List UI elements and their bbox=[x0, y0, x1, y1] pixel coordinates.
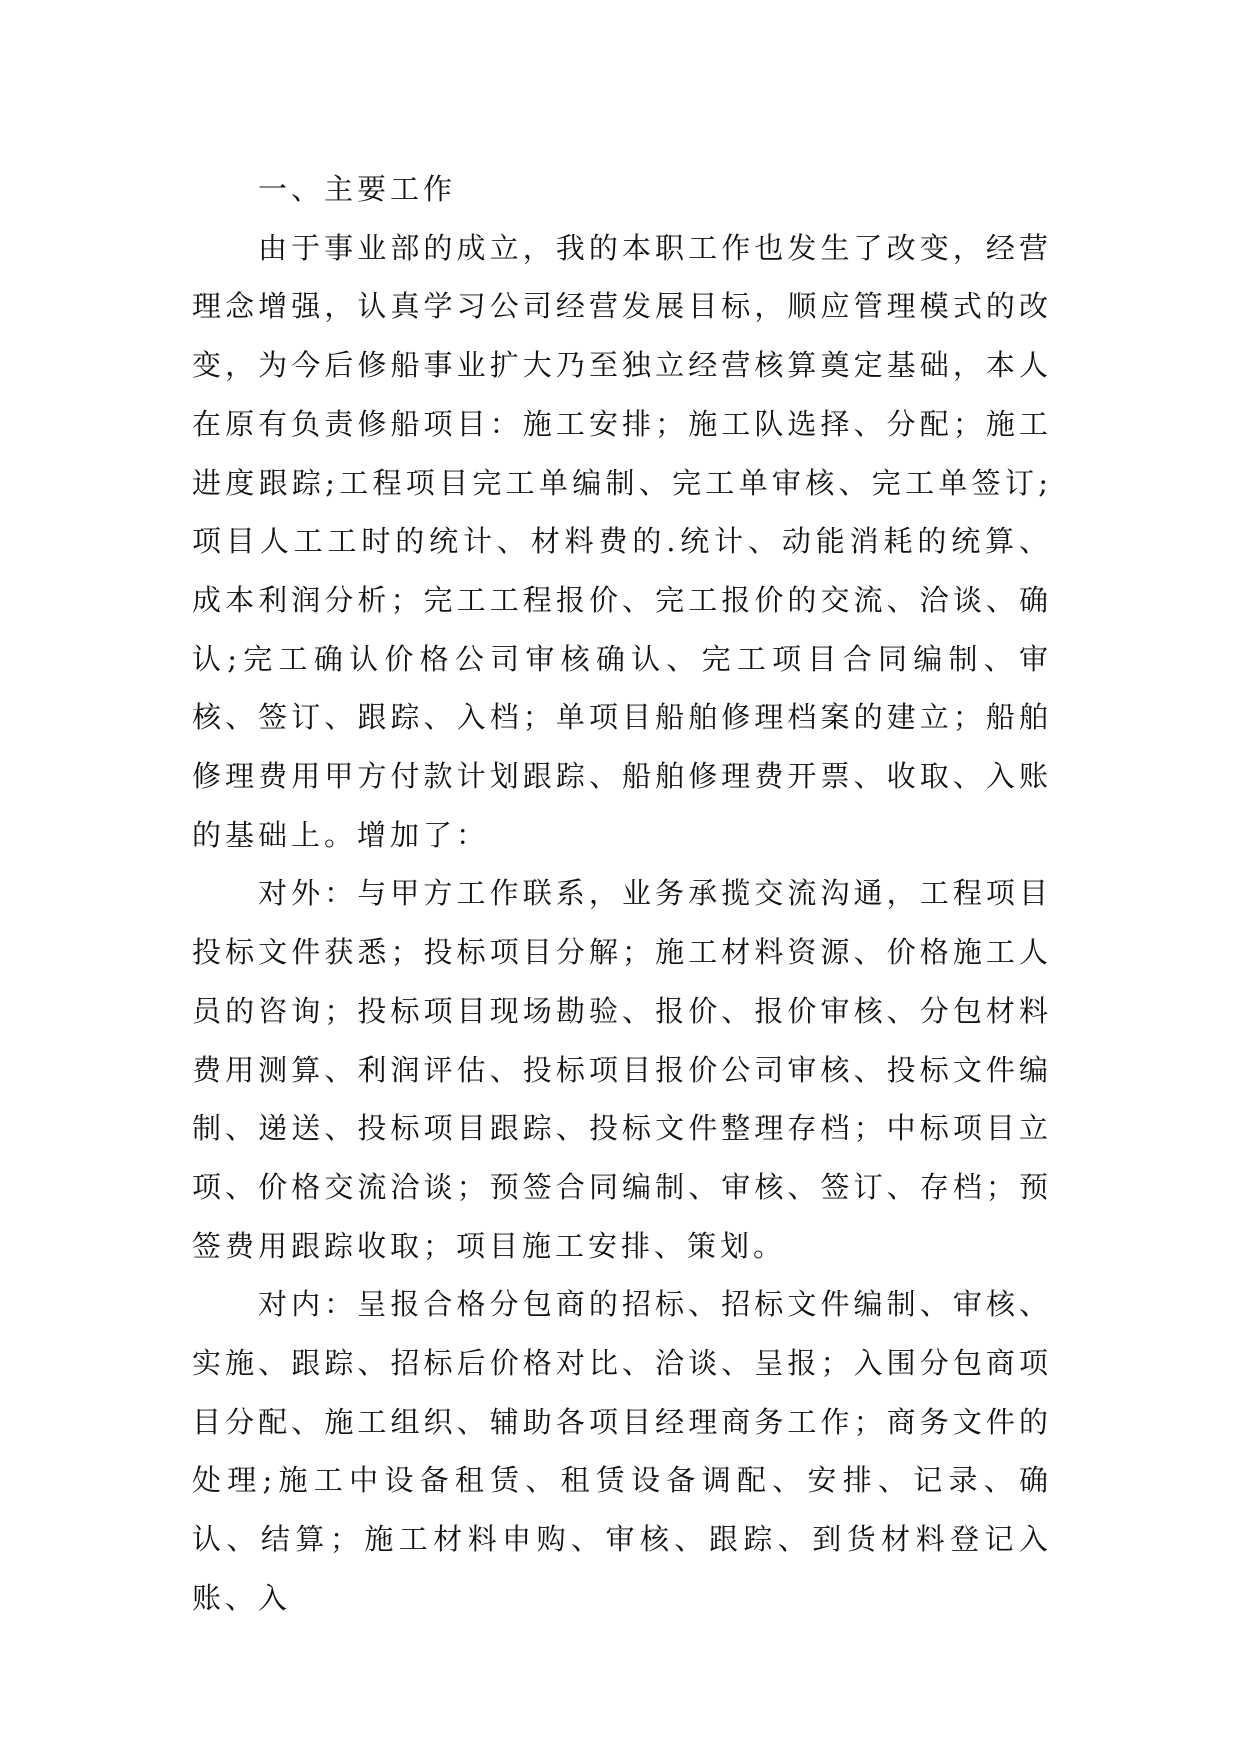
paragraph-responsibilities: 由于事业部的成立，我的本职工作也发生了改变，经营理念增强，认真学习公司经营发展目标，顺应管理模式的改变，为今后修船事业扩大乃至独立经营核算奠定基础，本人在原有负责修船项目：施工安排；施工队选择、分配；施工进度跟踪;工程项目完工单编制、完工单审核、完工单签订;项目人工工时的统计、材料费的.统计、动能消耗的统算、成本利润分析；完工工程报价、完工报价的交流、洽谈、确认;完工确认价格公司审核确认、完工项目合同编制、审核、签订、跟踪、入档；单项目船舶修理档案的建立；船舶修理费用甲方付款计划跟踪、船舶修理费开票、收取、入账的基础上。增加了： bbox=[192, 230, 1052, 852]
document-body bbox=[192, 160, 1052, 1628]
section-heading: 一、主要工作 bbox=[258, 172, 457, 206]
paragraph-internal-work: 对内：呈报合格分包商的招标、招标文件编制、审核、实施、跟踪、招标后价格对比、洽谈、呈报；入围分包商项目分配、施工组织、辅助各项目经理商务工作；商务文件的处理;施工中设备租赁、租赁设备调配、安排、记录、确认、结算；施工材料申购、审核、跟踪、到货材料登记入账、入 bbox=[192, 1287, 1052, 1615]
paragraph-external-work: 对外：与甲方工作联系，业务承揽交流沟通，工程项目投标文件获悉；投标项目分解；施工材料资源、价格施工人员的咨询；投标项目现场勘验、报价、报价审核、分包材料费用测算、利润评估、投标项目报价公司审核、投标文件编制、递送、投标项目跟踪、投标文件整理存档；中标项目立项、价格交流洽谈；预签合同编制、审核、签订、存档；预签费用跟踪收取；项目施工安排、策划。 bbox=[192, 876, 1052, 1263]
